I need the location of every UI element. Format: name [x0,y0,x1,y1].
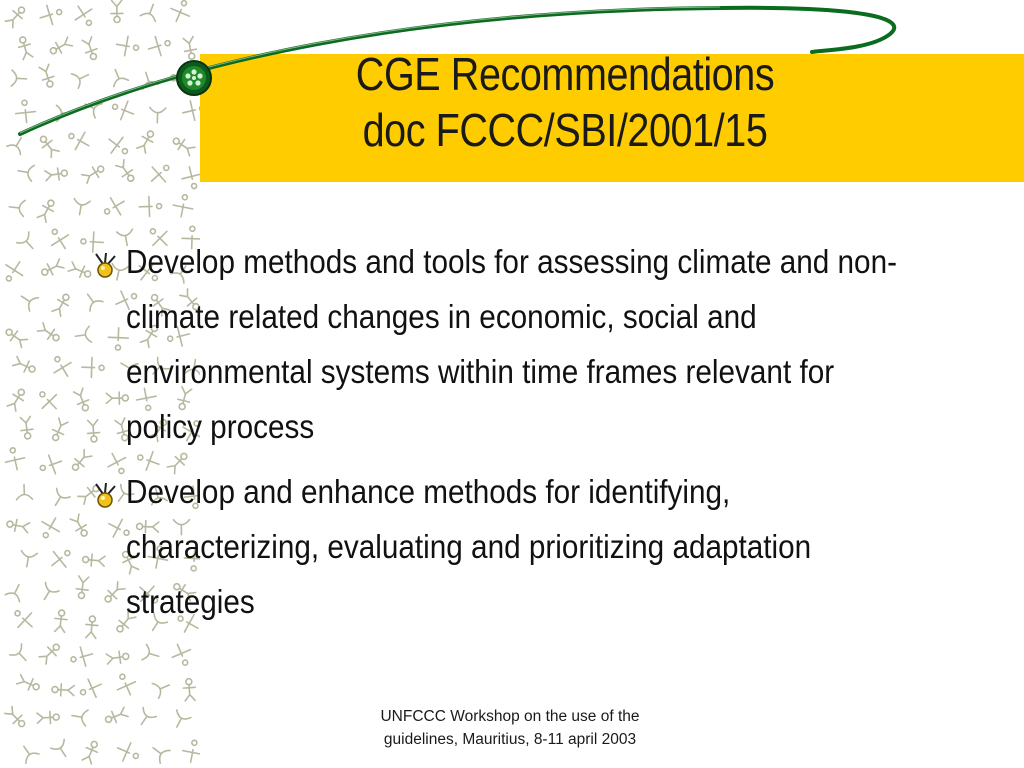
bullet-item [90,234,990,454]
bug-bullet-icon [90,480,120,510]
bullet-list [90,234,990,639]
title-line-1: CGE Recommendations [355,48,775,100]
bullet-text: Develop methods and tools for assessing climate and non-climate related changes in economic, social and environmental systems within time frames relevant for policy process [126,243,897,445]
bullet-item [90,464,990,629]
bullet-text: Develop and enhance methods for identifying, characterizing, evaluating and prioritizing adaptation strategies [126,473,812,620]
slide-title [251,46,879,158]
footer [340,705,680,751]
footer-line-2: guidelines, Mauritius, 8-11 april 2003 [383,731,637,748]
title-line-2: doc FCCC/SBI/2001/15 [362,104,768,156]
bug-bullet-icon [90,250,120,280]
footer-line-1: UNFCCC Workshop on the use of the [380,708,640,725]
